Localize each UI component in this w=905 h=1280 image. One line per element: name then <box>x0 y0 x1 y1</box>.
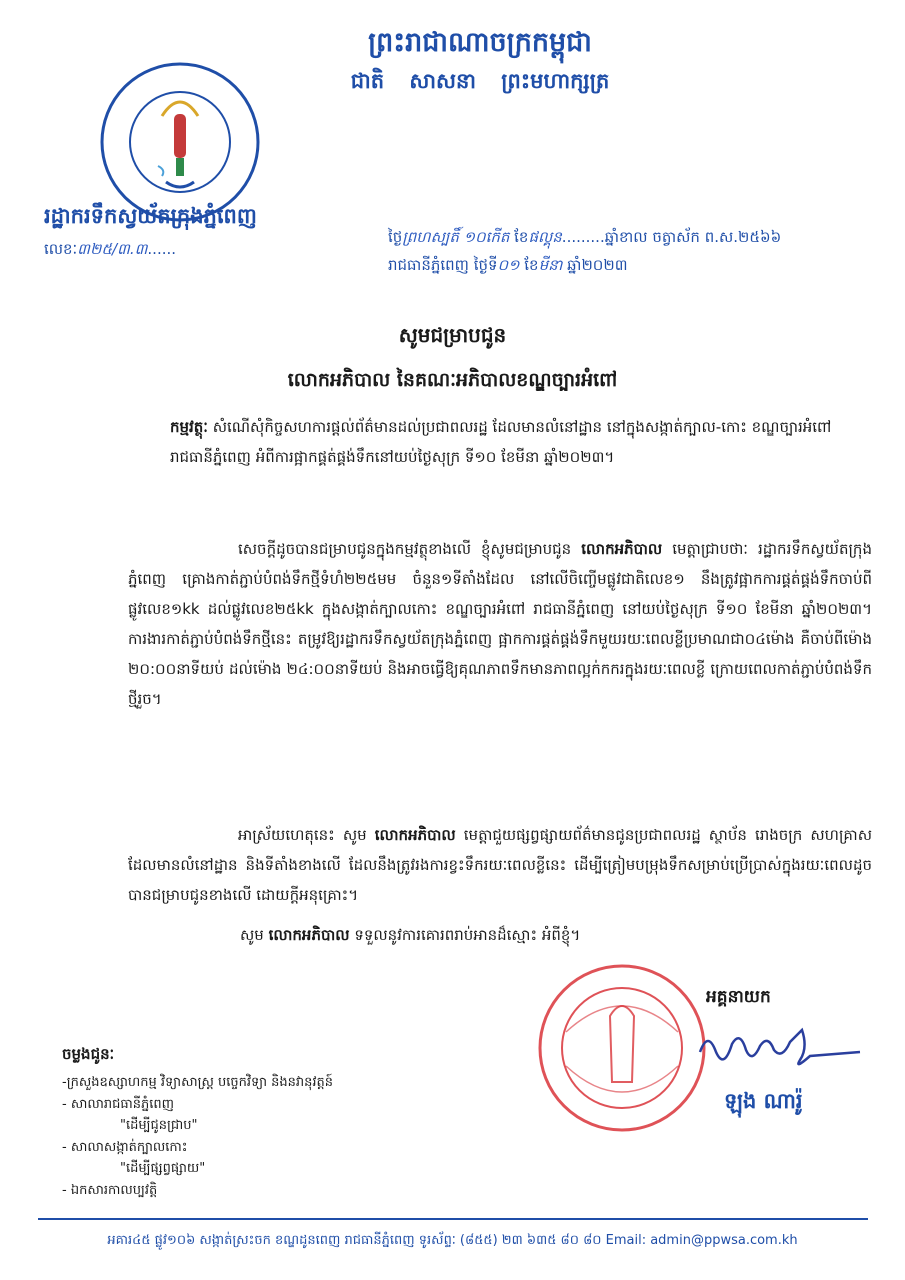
date-day: ០១ <box>497 256 520 274</box>
ref-value: ៣២៥/៣.៣ <box>77 240 148 258</box>
solar-date <box>388 256 628 278</box>
date-month: មីនា <box>538 256 563 274</box>
reference-number <box>44 240 176 262</box>
cc-item-purpose: "ដើម្បីជូនជ្រាប" <box>120 1118 198 1133</box>
signatory-name: ឡុង ណារ៉ូ <box>724 1089 803 1113</box>
subject-label: កម្មវត្ថុៈ <box>170 418 208 436</box>
letter-title: សូមជម្រាបជូន <box>398 323 507 347</box>
subject-text: សំណើសុំកិច្ចសហការផ្តល់ព័ត៌មានដល់ប្រជាពលរដ្ឋ ដែលមានលំនៅដ្ឋាន នៅក្នុងសង្កាត់ក្បាល-កោះ ខណ្ឌច្បារអំពៅ រាជធានីភ្នំពេញ អំពីការផ្អាកផ្គត់ផ្គង់ទឹកនៅយប់ថ្ងៃសុក្រ ទី១០ ខែមីនា ឆ្នាំ២០២៣។ <box>170 418 832 466</box>
handwritten-signature <box>690 1000 870 1080</box>
signatory-title: អគ្គនាយក <box>706 987 771 1007</box>
kingdom-title: ព្រះរាជាណាចក្រកម្ពុជា <box>368 27 592 58</box>
cc-item: - សាលារាជធានីភ្នំពេញ <box>62 1096 174 1112</box>
closing-intro: សូម <box>240 926 264 944</box>
lunar-day: ព្រហស្បតិ៍ ១០កើត <box>402 228 510 246</box>
footer-email-label: Email: <box>605 1233 647 1248</box>
body-paragraph-2 <box>128 820 872 910</box>
footer-address: អគារ៤៥ ផ្លូវ១០៦ សង្កាត់ស្រះចក ខណ្ឌដូនពេញ រាជធានីភ្នំពេញ ទូរស័ព្ទៈ (៨៥៥) ២៣ ៦៣៥ ៨០ ៨០ <box>107 1233 602 1248</box>
lunar-month-prefix: ខែ <box>514 228 529 246</box>
lunar-year: .........ឆ្នាំខាល ចត្វាស័ក ព.ស.២៥៦៦ <box>561 228 782 246</box>
month-prefix: ខែ <box>524 256 539 274</box>
p1-intro: សេចក្តីដូចបានជម្រាបជូនក្នុងកម្មវត្ថុខាងលើ ខ្ញុំសូមជម្រាបជូន <box>238 540 572 558</box>
closing-text: ទទួលនូវការគោរពរាប់អានដ៏ស្មោះ អំពីខ្ញុំ។ <box>354 926 581 944</box>
lunar-month: ផល្គុន <box>528 228 562 246</box>
city-date-prefix: រាជធានីភ្នំពេញ ថ្ងៃទី <box>388 256 498 274</box>
letter-subject <box>170 412 872 472</box>
p1-addressee: លោកអភិបាល <box>581 540 663 558</box>
lunar-prefix: ថ្ងៃ <box>388 228 403 246</box>
official-seal <box>536 962 708 1134</box>
p2-body: មេត្តាជួយផ្សព្វផ្សាយព័ត៌មានជូនប្រជាពលរដ្ឋ ស្ថាប័ន រោងចក្រ សហគ្រាស ដែលមានលំនៅដ្ឋាន និងទីតាំងខាងលើ ដែលនឹងត្រូវរងការខ្វះទឹករយៈពេលខ្លីនេះ ដើម្បីត្រៀមបម្រុងទឹកសម្រាប់ប្រើប្រាស់ក្នុងរយៈពេលដូចបានជម្រាបជូនខាងលើ ដោយក្តីអនុគ្រោះ។ <box>128 826 872 904</box>
footer-contact <box>0 1232 905 1251</box>
cc-item: - ឯកសារកាលប្បវត្តិ <box>62 1182 158 1198</box>
letter-recipient: លោកអភិបាល នៃគណៈអភិបាលខណ្ឌច្បារអំពៅ <box>287 369 618 391</box>
footer-email[interactable]: admin@ppwsa.com.kh <box>650 1233 798 1248</box>
p2-intro: អាស្រ័យហេតុនេះ សូម <box>238 826 367 844</box>
body-paragraph-1 <box>128 534 872 714</box>
footer-divider <box>38 1218 868 1220</box>
closing-line <box>240 926 580 948</box>
cc-list <box>62 1072 333 1201</box>
ref-label: លេខៈ <box>44 240 78 258</box>
cc-item-purpose: "ដើម្បីផ្សព្វផ្សាយ" <box>120 1161 206 1176</box>
cc-item: - សាលាសង្កាត់ក្បាលកោះ <box>62 1139 188 1155</box>
cc-item: -ក្រសួងឧស្សាហកម្ម វិទ្យាសាស្ត្រ បច្ចេកវិទ្យា និងនវានុវត្តន៍ <box>62 1075 334 1090</box>
date-year: ឆ្នាំ២០២៣ <box>567 256 628 274</box>
ppwsa-logo <box>96 58 264 226</box>
org-name: រដ្ឋាករទឹកស្វយ័តក្រុងភ្នំពេញ <box>44 204 257 228</box>
national-motto: ជាតិ សាសនា ព្រះមហាក្សត្រ <box>350 69 610 93</box>
ref-suffix: ...... <box>147 240 177 258</box>
p1-body: មេត្តាជ្រាបថាៈ រដ្ឋាករទឹកស្វយ័តក្រុងភ្នំពេញ គ្រោងកាត់ភ្ជាប់បំពង់ទឹកថ្មីទំហំ២២៥មម ចំនួន១ទីតាំងដែល នៅលើចិញ្ចើមផ្លូវជាតិលេខ១ នឹងត្រូវផ្អាកការផ្គត់ផ្គង់ទឹកចាប់ពីផ្លូវលេខ១kk ដល់ផ្លូវលេខ២៥kk ក្នុងសង្កាត់ក្បាលកោះ ខណ្ឌច្បារអំពៅ រាជធានីភ្នំពេញ នៅយប់ថ្ងៃសុក្រ ទី១០ ខែមីនា ឆ្នាំ២០២៣។ ការងារកាត់ភ្ជាប់បំពង់ទឹកថ្មីនេះ តម្រូវឱ្យរដ្ឋាករទឹកស្វយ័តក្រុងភ្នំពេញ ផ្អាកការផ្គត់ផ្គង់ទឹកមួយរយៈពេលខ្លីប្រមាណជា០៤ម៉ោង គឺចាប់ពីម៉ោង ២០:០០នាទីយប់ ដល់ម៉ោង ២៤:០០នាទីយប់ និងអាចធ្វើឱ្យគុណភាពទឹកមានភាពល្អក់កករក្នុងរយៈពេលខ្លី ក្រោយពេលកាត់ភ្ជាប់បំពង់ទឹកថ្មីរួច។ <box>128 540 872 708</box>
closing-addressee: លោកអភិបាល <box>268 926 350 944</box>
p2-addressee: លោកអភិបាល <box>374 826 456 844</box>
cc-title: ចម្លងជូនៈ <box>62 1045 115 1063</box>
lunar-date <box>388 228 781 250</box>
